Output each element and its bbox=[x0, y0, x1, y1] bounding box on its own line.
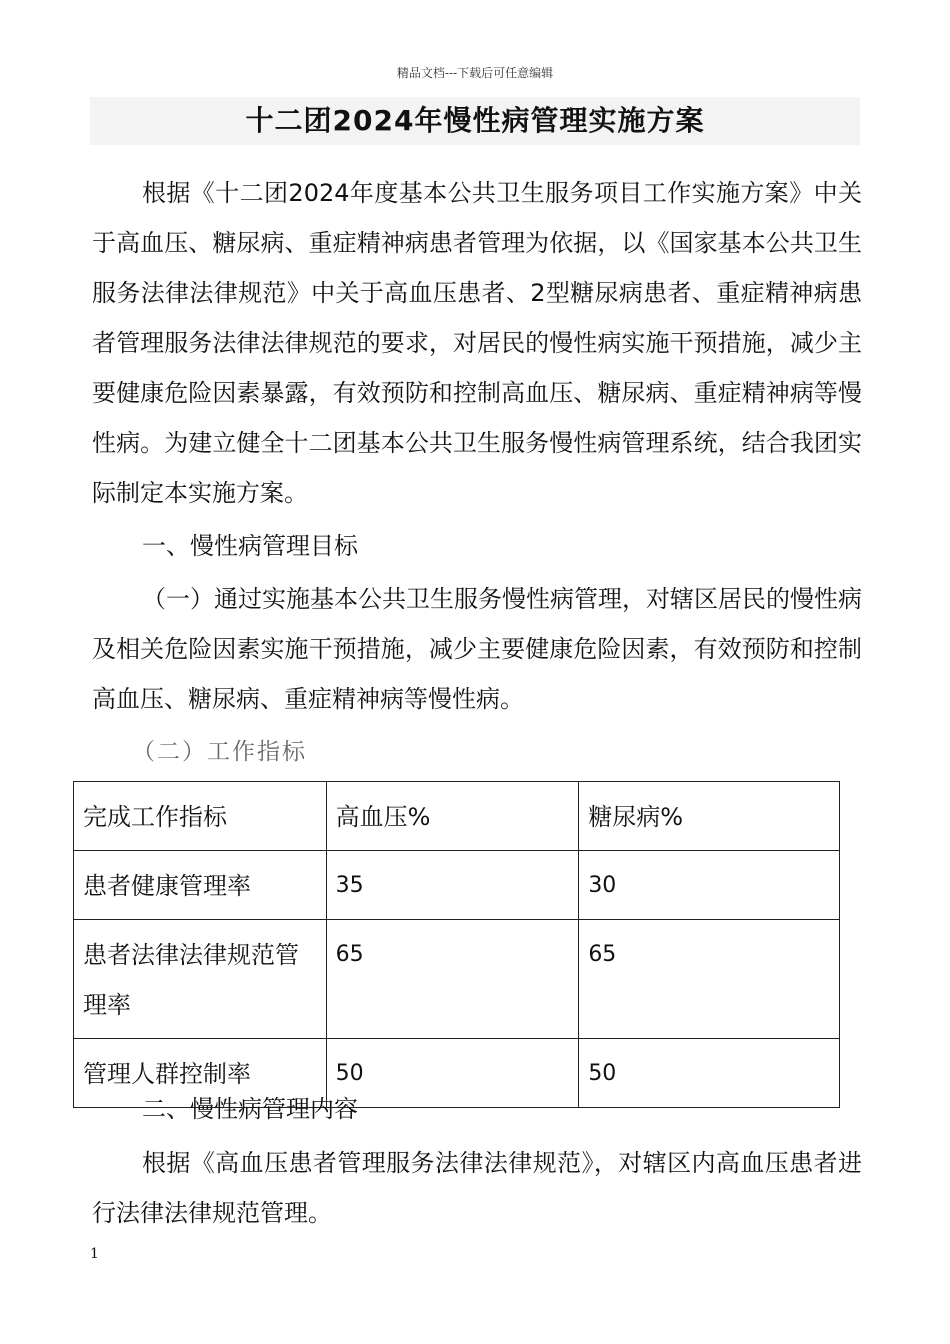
table-cell-diabetes: 30 bbox=[579, 851, 840, 920]
section1-item1: （一）通过实施基本公共卫生服务慢性病管理，对辖区居民的慢性病及相关危险因素实施干预措施，减少主要健康危险因素，有效预防和控制高血压、糖尿病、重症精神病等慢性病。 bbox=[92, 585, 862, 713]
document-title: 十二团2024年慢性病管理实施方案 bbox=[245, 104, 705, 137]
section1-item2-heading: （二）工作指标 bbox=[132, 739, 307, 765]
intro-paragraph: 根据《十二团2024年度基本公共卫生服务项目工作实施方案》中关于高血压、糖尿病、重症精神病患者管理为依据，以《国家基本公共卫生服务法律法律规范》中关于高血压患者、2型糖尿病患者、重症精神病患者管理服务法律法律规范的要求，对居民的慢性病实施干预措施，减少主要健康危险因素暴露，有效预防和控制高血压、糖尿病、重症精神病等慢性病。为建立健全十二团基本公共卫生服务慢性病管理系统，结合我团实际制定本实施方案。 bbox=[92, 179, 862, 507]
table-cell-label: 患者法律法律规范管理率 bbox=[74, 920, 327, 1039]
table-cell-hypertension: 50 bbox=[326, 1039, 579, 1108]
table-cell-hypertension: 35 bbox=[326, 851, 579, 920]
indicators-table bbox=[73, 781, 840, 1108]
section1-heading: 一、慢性病管理目标 bbox=[142, 532, 358, 560]
table-header-cell: 完成工作指标 bbox=[74, 782, 327, 851]
section2-heading: 二、慢性病管理内容 bbox=[142, 1095, 358, 1123]
table-cell-diabetes: 65 bbox=[579, 920, 840, 1039]
table-cell-hypertension: 65 bbox=[326, 920, 579, 1039]
header-note: 精品文档---下载后可任意编辑 bbox=[396, 66, 554, 80]
table-header-cell: 高血压% bbox=[326, 782, 579, 851]
page-number: 1 bbox=[90, 1246, 99, 1262]
table-header-row bbox=[74, 782, 840, 851]
table-row bbox=[74, 851, 840, 920]
table-cell-label: 患者健康管理率 bbox=[74, 851, 327, 920]
table-header-cell: 糖尿病% bbox=[579, 782, 840, 851]
section2-paragraph: 根据《高血压患者管理服务法律法律规范》，对辖区内高血压患者进行法律法律规范管理。 bbox=[92, 1149, 862, 1227]
table-cell-label: 管理人群控制率 bbox=[74, 1039, 327, 1108]
table-cell-diabetes: 50 bbox=[579, 1039, 840, 1108]
table-row bbox=[74, 920, 840, 1039]
